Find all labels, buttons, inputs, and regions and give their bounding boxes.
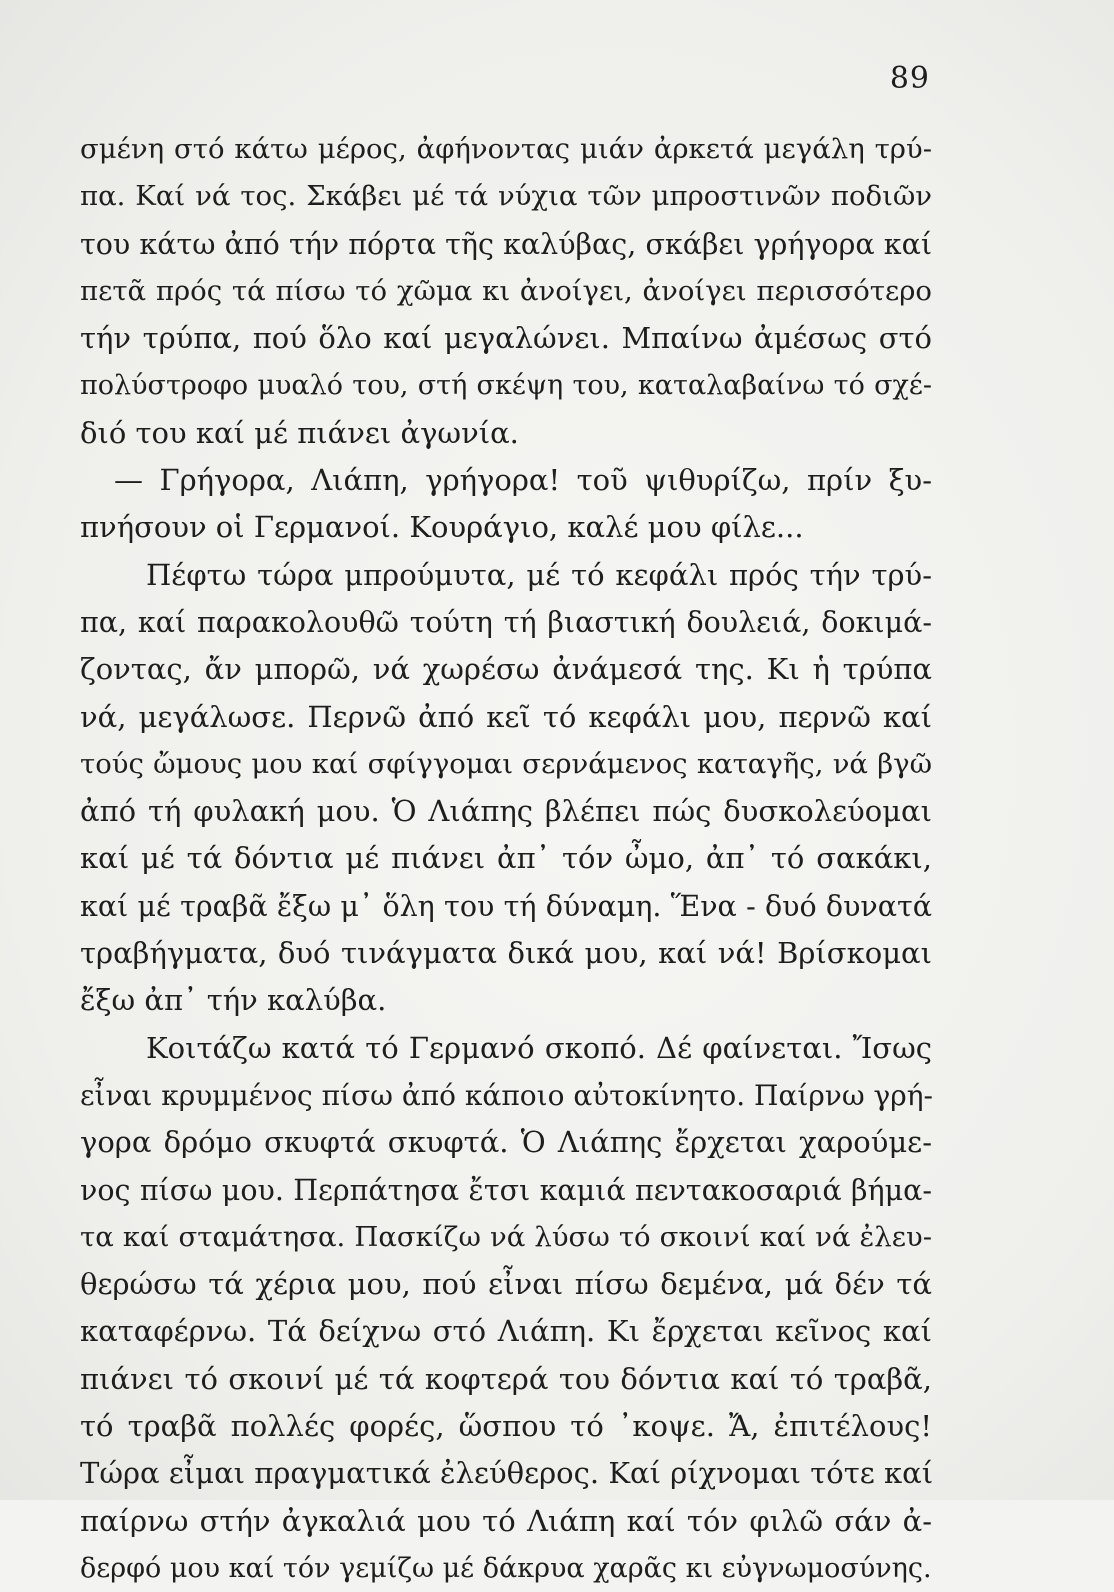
text-line: εἶναι κρυμμένος πίσω ἀπό κάποιο αὐτοκίνητο. Παίρνω γρή- (80, 1078, 933, 1112)
text-line: σμένη στό κάτω μέρος, ἀφήνοντας μιάν ἀρκετά μεγάλη τρύ- (80, 133, 932, 165)
body-text (80, 126, 932, 1592)
text-line: του κάτω ἀπό τήν πόρτα τῆς καλύβας, σκάβει γρήγορα καί (80, 227, 932, 261)
text-line: τήν τρύπα, πού ὅλο καί μεγαλώνει. Μπαίνω ἀμέσως στό (80, 321, 932, 356)
text-line: πα, καί παρακολουθῶ τούτη τή βιαστική δουλειά, δοκιμά- (80, 605, 932, 639)
text-line: καί μέ τά δόντια μέ πιάνει ἀπ᾽ τόν ὦμο, ἀπ᾽ τό σακάκι, (80, 841, 932, 876)
text-line: θερώσω τά χέρια μου, πού εἶναι πίσω δεμένα, μά δέν τά (80, 1267, 932, 1302)
dialogue-line: — Γρήγορα, Λιάπη, γρήγορα! τοῦ ψιθυρίζω, πρίν ξυ- (114, 463, 932, 498)
text-line: διό του καί μέ πιάνει ἀγωνία. (80, 415, 519, 450)
text-line: ἔξω ἀπ᾽ τήν καλύβα. (80, 983, 387, 1018)
text-line: παίρνω στήν ἀγκαλιά μου τό Λιάπη καί τόν φιλῶ σάν ἀ- (80, 1503, 932, 1538)
text-line: τό τραβᾶ πολλές φορές, ὥσπου τό ᾽κοψε. Ἄ, ἐπιτέλους! (80, 1409, 932, 1444)
text-line: γορα δρόμο σκυφτά σκυφτά. Ὁ Λιάπης ἔρχεται χαρούμε- (80, 1125, 932, 1160)
paragraph-start-line: Πέφτω τώρα μπρούμυτα, μέ τό κεφάλι πρός τήν τρύ- (146, 557, 932, 592)
text-line: τραβήγματα, δυό τινάγματα δικά μου, καί νά! Βρίσκομαι (80, 936, 932, 971)
text-line: νος πίσω μου. Περπάτησα ἔτσι καμιά πεντακοσαριά βήμα- (80, 1173, 932, 1207)
text-line: ζοντας, ἄν μπορῶ, νά χωρέσω ἀνάμεσά της. Κι ἡ τρύπα (80, 652, 932, 687)
text-line: πολύστροφο μυαλό του, στή σκέψη του, καταλαβαίνω τό σχέ- (80, 370, 932, 402)
paragraph-start-line: Κοιτάζω κατά τό Γερμανό σκοπό. Δέ φαίνεται. Ἴσως (146, 1030, 932, 1065)
text-line: τούς ὤμους μου καί σφίγγομαι σερνάμενος καταγῆς, νά βγῶ (80, 747, 932, 780)
text-line: πετᾶ πρός τά πίσω τό χῶμα κι ἀνοίγει, ἀνοίγει περισσότερο (80, 274, 932, 307)
text-line: δερφό μου καί τόν γεμίζω μέ δάκρυα χαρᾶς κι εὐγνωμοσύνης. (80, 1552, 932, 1584)
text-line: πιάνει τό σκοινί μέ τά κοφτερά του δόντια καί τό τραβᾶ, (80, 1361, 932, 1396)
text-line: πα. Καί νά τος. Σκάβει μέ τά νύχια τῶν μπροστινῶν ποδιῶν (80, 180, 932, 213)
text-line: καί μέ τραβᾶ ἔξω μ᾽ ὅλη του τή δύναμη. Ἕνα - δυό δυνατά (80, 889, 932, 923)
text-line: πνήσουν οἱ Γερμανοί. Κουράγιο, καλέ μου φίλε... (80, 510, 804, 545)
text-line: καταφέρνω. Τά δείχνω στό Λιάπη. Κι ἔρχεται κεῖνος καί (80, 1314, 932, 1349)
page-number: 89 (889, 61, 930, 96)
text-line: τα καί σταμάτησα. Πασκίζω νά λύσω τό σκοινί καί νά ἐλευ- (80, 1220, 932, 1253)
text-line: Τώρα εἶμαι πραγματικά ἐλεύθερος. Καί ρίχνομαι τότε καί (80, 1456, 934, 1491)
text-line: ἀπό τή φυλακή μου. Ὁ Λιάπης βλέπει πώς δυσκολεύομαι (80, 794, 932, 829)
text-line: νά, μεγάλωσε. Περνῶ ἀπό κεῖ τό κεφάλι μου, περνῶ καί (80, 699, 932, 734)
